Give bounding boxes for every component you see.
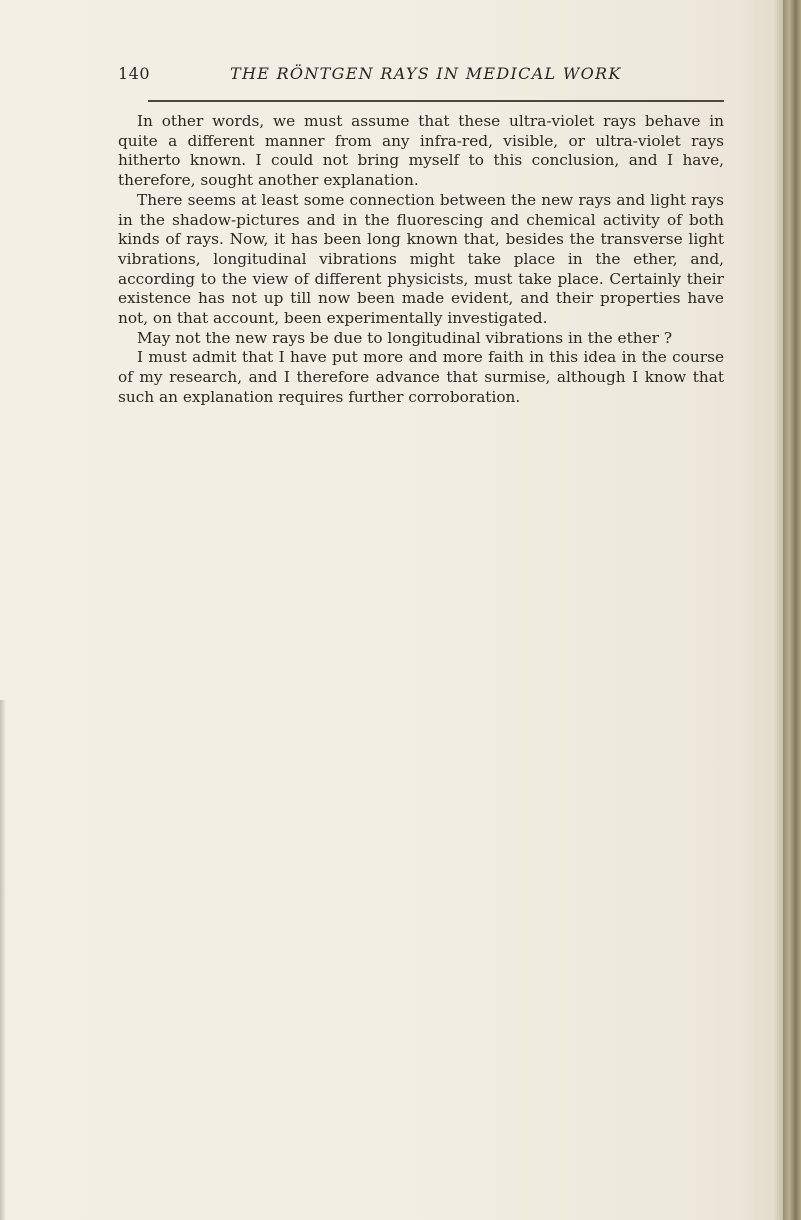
body-text bbox=[118, 112, 724, 408]
running-head bbox=[118, 63, 724, 85]
paragraph: There seems at least some connection between the new rays and light rays in the shadow-pictures and in the fluorescing and chemical activity of both kinds of rays. Now, it has been long known that, besides the transverse light vibrations, longitudinal vibrations might take place in the ether, and, according to the view of different physicists, must take place. Certainly their existence has not up till now been made evident, and their properties have not, on that account, been experimentally investigated. bbox=[118, 190, 724, 328]
binding-shadow bbox=[773, 0, 783, 1220]
header-rule bbox=[148, 100, 724, 102]
page-number: 140 bbox=[118, 64, 151, 83]
page-edge-shadow bbox=[0, 700, 6, 1220]
running-title: THE RÖNTGEN RAYS IN MEDICAL WORK bbox=[230, 64, 622, 83]
paragraph: In other words, we must assume that these ultra-violet rays behave in quite a different manner from any infra-red, visible, or ultra-violet rays hitherto known. I could not bring myself to this conclusion, and I have, therefore, sought another explanation. bbox=[118, 112, 724, 190]
paragraph: I must admit that I have put more and more faith in this idea in the course of my research, and I therefore advance that surmise, although I know that such an explanation requires further corroboration. bbox=[118, 348, 724, 406]
paragraph: May not the new rays be due to longitudinal vibrations in the ether ? bbox=[137, 328, 673, 347]
book-binding-edge bbox=[783, 0, 801, 1220]
